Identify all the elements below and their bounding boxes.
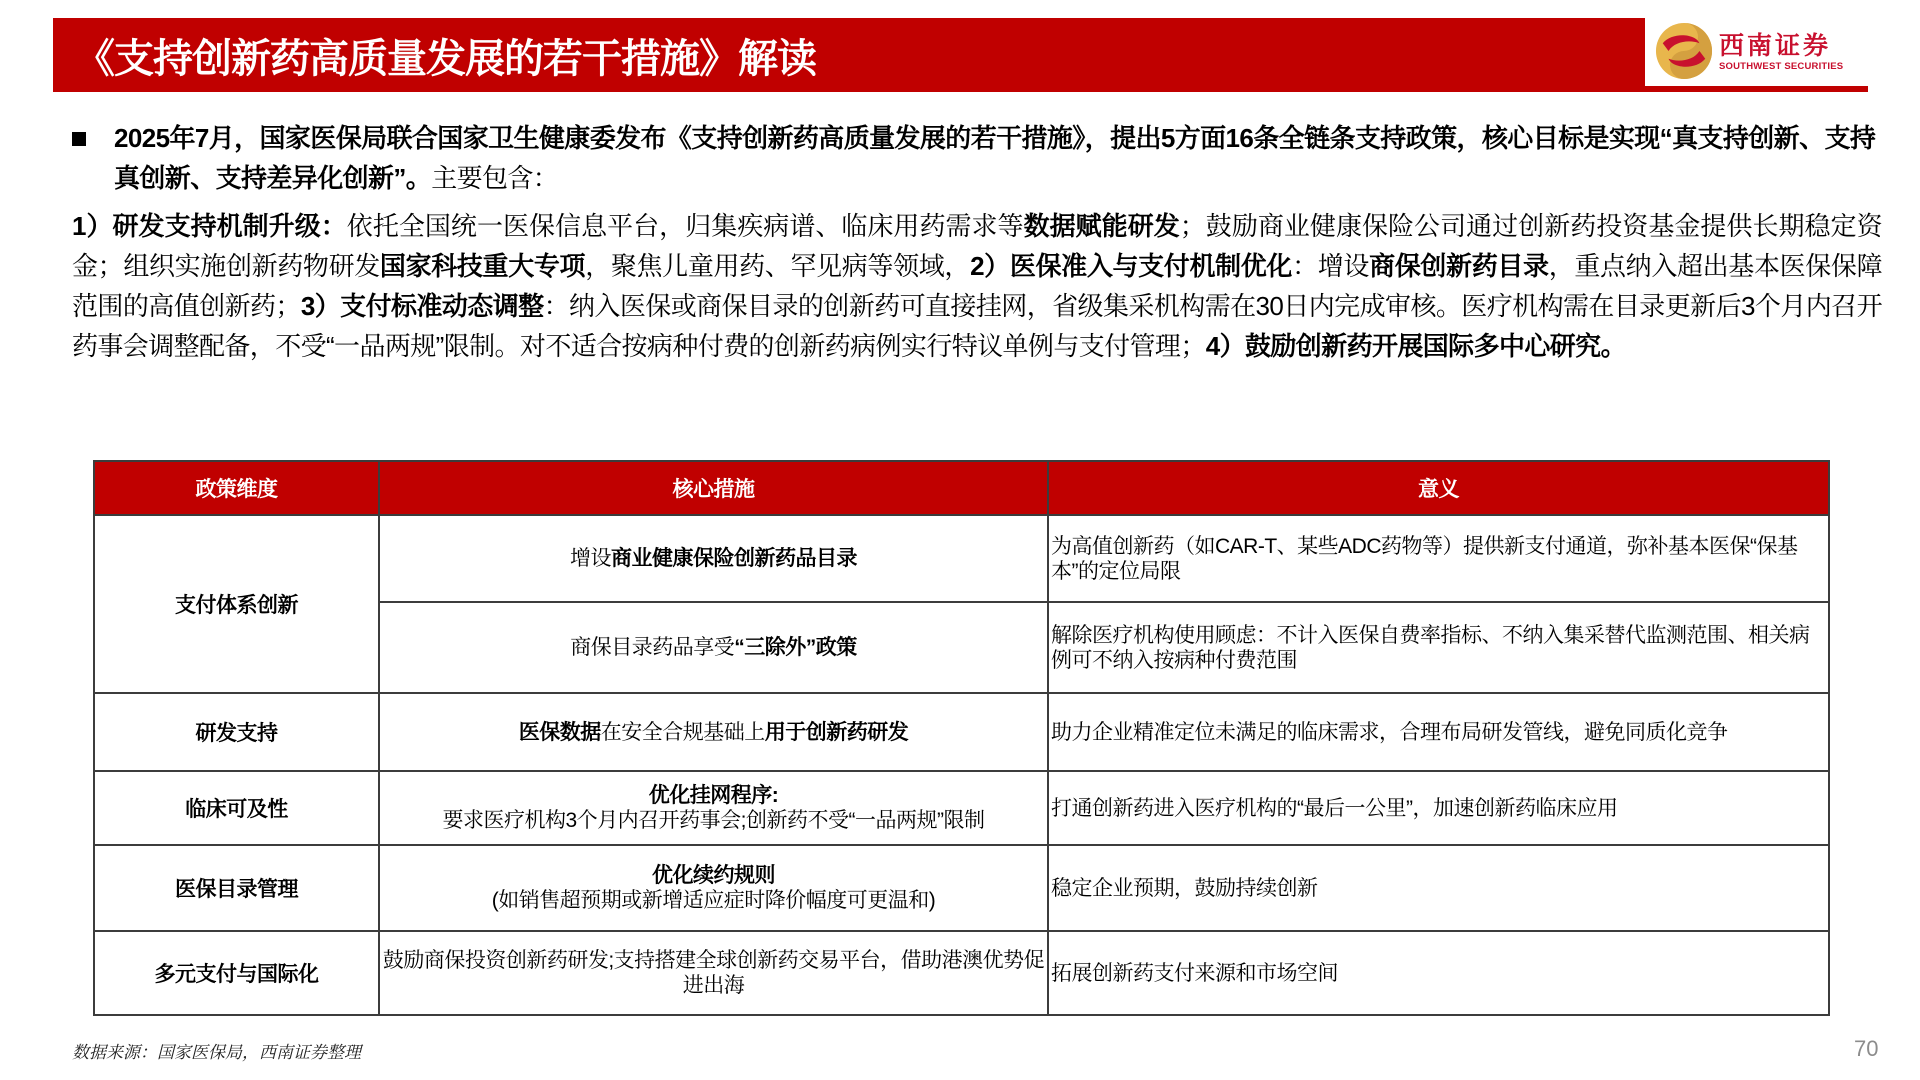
core-measure-cell — [379, 845, 1048, 931]
measure-title: 优化挂网程序: — [648, 784, 779, 807]
core-measure-cell — [379, 602, 1048, 693]
measure-text: 用于创新药研发 — [764, 720, 909, 744]
brand-name-cn: 西南证券 — [1719, 30, 1832, 60]
intro-segment: 1）研发支持机制升级： — [72, 211, 347, 241]
meaning-cell: 稳定企业预期，鼓励持续创新 — [1048, 845, 1829, 931]
meaning-cell: 解除医疗机构使用顾虑：不计入医保自费率指标、不纳入集采替代监测范围、相关病例可不纳入按病种付费范围 — [1048, 602, 1829, 693]
intro-segment: 4）鼓励创新药开展国际多中心研究。 — [1205, 331, 1626, 361]
table-row — [94, 931, 1829, 1015]
measure-text: “三除外”政策 — [734, 636, 857, 659]
southwest-securities-logo-icon — [1655, 22, 1713, 80]
measure-text: 医保数据 — [518, 720, 601, 744]
core-measure-cell — [379, 515, 1048, 602]
measure-title: 优化续约规则 — [652, 864, 775, 887]
header-dimension: 政策维度 — [94, 461, 379, 515]
table-row — [94, 515, 1829, 602]
meaning-cell: 打通创新药进入医疗机构的“最后一公里”，加速创新药临床应用 — [1048, 771, 1829, 845]
measure-text: 鼓励商保投资创新药研发;支持搭建全球创新药交易平台，借助港澳优势促进出海 — [382, 949, 1045, 997]
policy-table — [93, 460, 1830, 1016]
intro-lead-normal: 主要包含： — [431, 163, 559, 193]
data-source-note: 数据来源：国家医保局，西南证券整理 — [72, 1043, 361, 1063]
policy-dimension-cell: 医保目录管理 — [94, 845, 379, 931]
policy-dimension-cell: 支付体系创新 — [94, 515, 379, 693]
measure-text: 增设 — [570, 547, 611, 570]
measure-text: 商业健康保险创新药品目录 — [611, 547, 857, 570]
intro-segment: ，重点纳入超出基本医保保障范围的高值创新药； — [72, 251, 1882, 321]
core-measure-cell — [379, 771, 1048, 845]
measure-text: (如销售超预期或新增适应症时降价幅度可更温和) — [491, 889, 936, 912]
core-measure-cell — [379, 693, 1048, 771]
measure-text: 商保目录药品享受 — [570, 636, 735, 659]
table-row — [94, 771, 1829, 845]
intro-segment: ：纳入医保或商保目录的创新药可直接挂网，省级集采机构需在30日内完成审核。医疗机构需在目录更新后3个月内召开药事会调整配备，不受“一品两规”限制。对不适合按病种付费的创新药病例实行特议单例与支付管理； — [72, 291, 1882, 361]
intro-details — [72, 206, 1882, 366]
intro-segment: 依托全国统一医保信息平台，归集疾病谱、临床用药需求等 — [346, 211, 1024, 241]
policy-dimension-cell: 多元支付与国际化 — [94, 931, 379, 1015]
intro-segment: ，聚焦儿童用药、罕见病等领域， — [585, 251, 971, 281]
meaning-cell: 拓展创新药支付来源和市场空间 — [1048, 931, 1829, 1015]
meaning-cell: 助力企业精准定位未满足的临床需求，合理布局研发管线，避免同质化竞争 — [1048, 693, 1829, 771]
meaning-cell: 为高值创新药（如CAR-T、某些ADC药物等）提供新支付通道，弥补基本医保“保基本”的定位局限 — [1048, 515, 1829, 602]
brand-name-en: SOUTHWEST SECURITIES — [1719, 60, 1844, 72]
page-number: 70 — [1854, 1036, 1879, 1061]
measure-text: 要求医疗机构3个月内召开药事会;创新药不受“一品两规”限制 — [442, 809, 985, 832]
policy-dimension-cell: 研发支持 — [94, 693, 379, 771]
table-row — [94, 693, 1829, 771]
table-header-row — [94, 461, 1829, 515]
table-row — [94, 845, 1829, 931]
header-measure: 核心措施 — [379, 461, 1048, 515]
title-bar — [53, 18, 1645, 92]
policy-dimension-cell: 临床可及性 — [94, 771, 379, 845]
intro-segment: 数据赋能研发 — [1023, 211, 1180, 241]
header-meaning: 意义 — [1048, 461, 1829, 515]
page-title: 《支持创新药高质量发展的若干措施》解读 — [75, 36, 816, 81]
intro-segment: 3）支付标准动态调整 — [300, 291, 544, 321]
intro-segment: 国家科技重大专项 — [379, 251, 586, 281]
intro-section — [72, 118, 1882, 366]
logo-underline — [1632, 86, 1868, 92]
measure-text: 在安全合规基础上 — [600, 720, 765, 744]
core-measure-cell — [379, 931, 1048, 1015]
intro-segment: ：增设 — [1292, 251, 1370, 281]
intro-lead — [114, 118, 1882, 198]
intro-segment: 商保创新药目录 — [1369, 251, 1549, 281]
intro-lead-bold: 2025年7月，国家医保局联合国家卫生健康委发布《支持创新药高质量发展的若干措施》，提出5方面16条全链条支持政策，核心目标是实现“真支持创新、支持真创新、支持差异化创新”。 — [114, 123, 1876, 193]
intro-segment: 2）医保准入与支付机制优化 — [970, 251, 1293, 281]
brand-logo — [1645, 16, 1855, 86]
square-bullet-icon — [72, 132, 86, 146]
intro-segment: ；鼓励商业健康保险公司通过创新药投资基金提供长期稳定资金；组织实施创新药物研发 — [72, 211, 1882, 281]
